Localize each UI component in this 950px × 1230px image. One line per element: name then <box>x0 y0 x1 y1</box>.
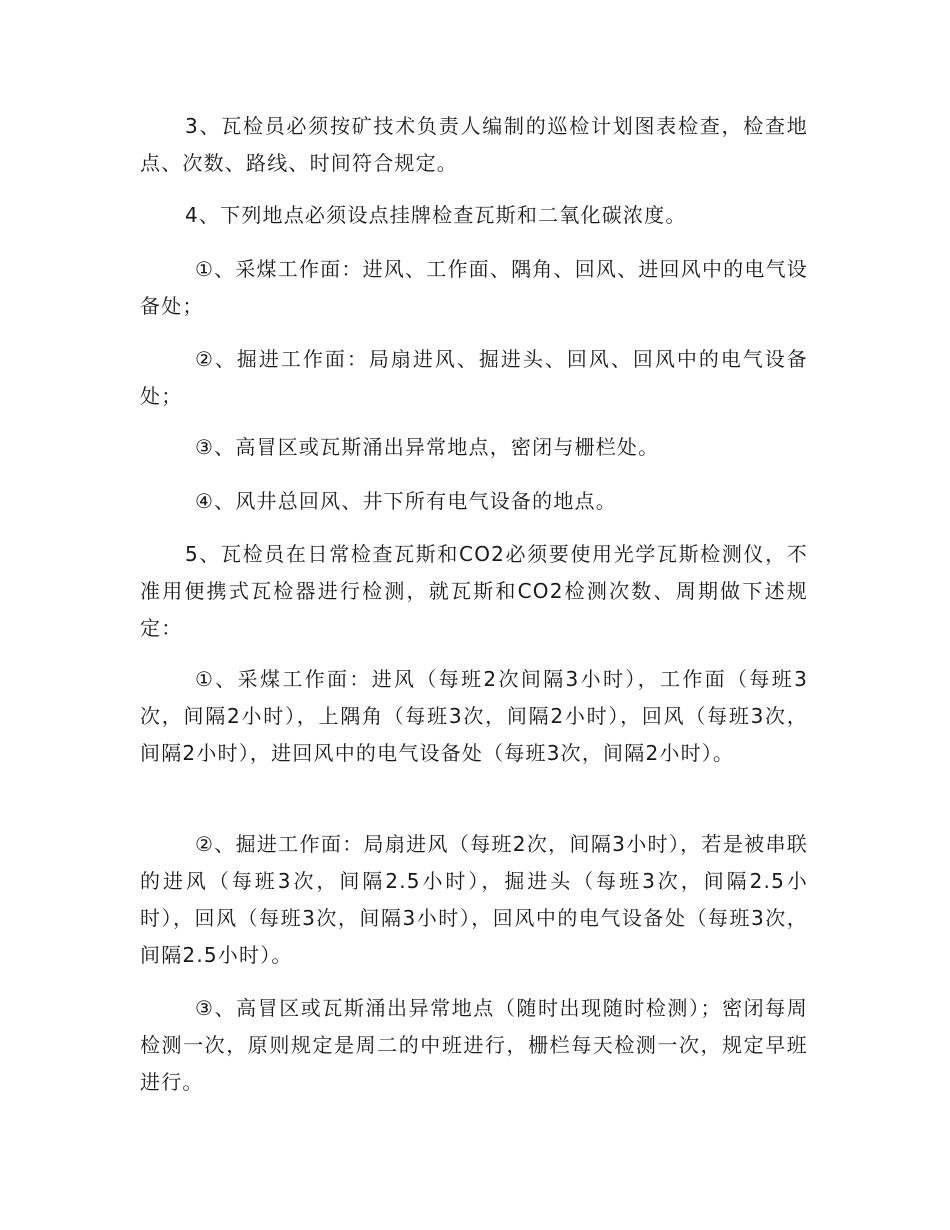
paragraph-3-inspection-plan: 3、瓦检员必须按矿技术负责人编制的巡检计划图表检查，检查地点、次数、路线、时间符合规定。 <box>140 114 808 175</box>
paragraph-4-inspection-points: 4、下列地点必须设点挂牌检查瓦斯和二氧化碳浓度。 <box>185 203 687 227</box>
list-item-coal-face: ①、采煤工作面：进风、工作面、隅角、回风、进回风中的电气设备处； <box>140 257 808 318</box>
list-item-heading-face-frequency: ②、掘进工作面：局扇进风（每班2次，间隔3小时），若是被串联的进风（每班3次，间隔2.5小时），掘进头（每班3次，间隔2.5小时），回风（每班3次，间隔3小时），回风中的电气设备处（每班3次，间隔2.5小时）。 <box>140 832 808 967</box>
paragraph-5-detection-rules: 5、瓦检员在日常检查瓦斯和CO2必须要使用光学瓦斯检测仪，不准用便携式瓦检器进行检测，就瓦斯和CO2检测次数、周期做下述规定： <box>140 542 808 640</box>
list-item-heading-face: ②、掘进工作面：局扇进风、掘进头、回风、回风中的电气设备处； <box>140 347 808 408</box>
list-item-coal-face-frequency: ①、采煤工作面：进风（每班2次间隔3小时），工作面（每班3次，间隔2小时），上隅角（每班3次，间隔2小时），回风（每班3次，间隔2小时），进回风中的电气设备处（每班3次，间隔2小时）。 <box>140 667 808 765</box>
list-item-high-roof-frequency: ③、高冒区或瓦斯涌出异常地点（随时出现随时检测）；密闭每周检测一次，原则规定是周二的中班进行，栅栏每天检测一次，规定早班进行。 <box>140 996 808 1094</box>
list-item-return-shaft: ④、风井总回风、井下所有电气设备的地点。 <box>195 489 617 513</box>
list-item-high-roof-area: ③、高冒区或瓦斯涌出异常地点，密闭与栅栏处。 <box>195 435 660 459</box>
